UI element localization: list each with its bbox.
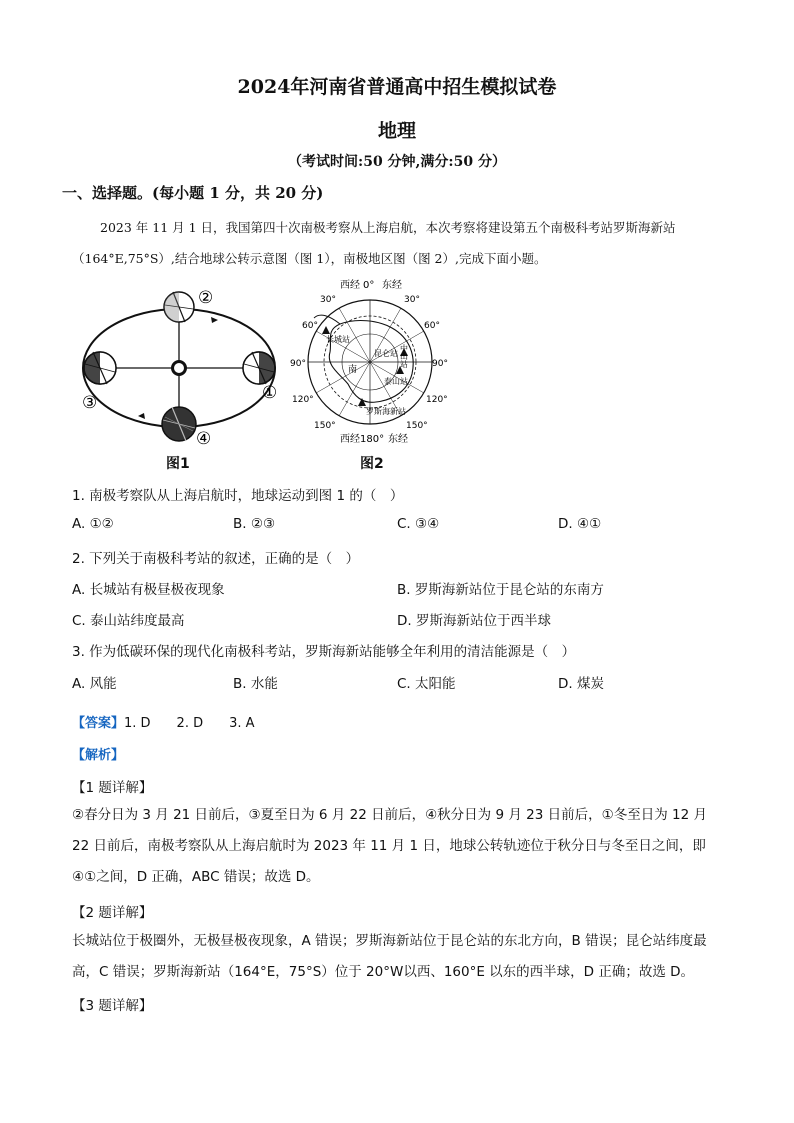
svg-text:30°: 30° (320, 295, 336, 305)
top-east-label: 东经 (382, 280, 402, 291)
svg-text:150°: 150° (406, 421, 428, 431)
top-west-label: 西经 (340, 280, 360, 291)
marker-4: ④ (196, 429, 212, 449)
svg-text:60°: 60° (424, 321, 440, 331)
question-2-stem: 2. 下列关于南极科考站的叙述，正确的是（ ） (72, 551, 360, 567)
q3-option-d[interactable]: D. 煤炭 (558, 676, 604, 692)
q2-option-c[interactable]: C. 泰山站纬度最高 (72, 613, 185, 629)
analysis-tag: 【解析】 (72, 748, 125, 763)
earth-position-3-icon (84, 352, 116, 384)
svg-text:120°: 120° (292, 395, 314, 405)
answer-text: 1. D 2. D 3. A (124, 716, 255, 731)
station-changcheng: 长城站 (326, 335, 350, 344)
section-heading: 一、选择题。(每小题 1 分，共 20 分) (62, 184, 324, 202)
subject-title: 地理 (377, 120, 416, 142)
question-1-stem: 1. 南极考察队从上海启航时，地球运动到图 1 的（ ） (72, 488, 404, 504)
marker-2: ② (198, 288, 214, 308)
exam-info: （考试时间:50 分钟,满分:50 分） (288, 154, 506, 170)
analysis-heading-2: 【2 题详解】 (72, 905, 153, 921)
svg-text:90°: 90° (290, 359, 306, 369)
figure2-label: 图2 (360, 456, 384, 472)
sun-icon (173, 362, 186, 375)
q1-option-d[interactable]: D. ④① (558, 516, 602, 532)
q3-option-b[interactable]: B. 水能 (233, 676, 278, 692)
earth-position-1-icon (243, 352, 275, 384)
exam-title: 2024年河南省普通高中招生模拟试卷 (237, 76, 557, 98)
top-zero-label: 0° (363, 280, 375, 291)
marker-3: ③ (82, 393, 98, 413)
analysis-body-1: ②春分日为 3 月 21 日前后，③夏至日为 6 月 22 日前后，④秋分日为 9 月 23 日前后，①冬至日为 12 月 22 日前后，南极考察队从上海启航时为 2023 年 11 月 1 日，地球公转轨迹位于秋分日与冬至日之间，即④①之间，D 正确，ABC 错误；故选 D。 (72, 807, 707, 885)
figure2-antarctica-map (290, 276, 450, 448)
q1-option-b[interactable]: B. ②③ (233, 516, 276, 532)
answer-line (72, 712, 255, 731)
svg-text:120°: 120° (426, 395, 448, 405)
station-rosshai: 罗斯海新站 (366, 407, 406, 416)
answer-tag: 【答案】 (72, 716, 125, 731)
q2-option-a[interactable]: A. 长城站有极昼极夜现象 (72, 582, 225, 598)
figure1-orbit-diagram (78, 285, 298, 455)
q3-option-c[interactable]: C. 太阳能 (397, 676, 456, 692)
q3-option-a[interactable]: A. 风能 (72, 676, 117, 692)
q1-option-a[interactable]: A. ①② (72, 516, 114, 532)
question-3-stem: 3. 作为低碳环保的现代化南极科考站，罗斯海新站能够全年利用的清洁能源是（ ） (72, 644, 576, 660)
bottom-east-label: 东经 (388, 434, 408, 445)
bottom-west-label: 西经 (340, 434, 360, 445)
ocean-label: 南 (348, 365, 358, 375)
svg-text:30°: 30° (404, 295, 420, 305)
earth-position-2-icon (164, 292, 194, 322)
analysis-heading-3: 【3 题详解】 (72, 998, 153, 1014)
analysis-body-2: 长城站位于极圈外，无极昼极夜现象，A 错误；罗斯海新站位于昆仑站的东北方向，B 错误；昆仑站纬度最高，C 错误；罗斯海新站（164°E，75°S）位于 20°W以西、160°E 以东的西半球，D 正确；故选 D。 (72, 933, 707, 980)
marker-1: ① (262, 383, 278, 403)
q2-option-d[interactable]: D. 罗斯海新站位于西半球 (397, 613, 551, 629)
q1-option-c[interactable]: C. ③④ (397, 516, 440, 532)
figure1-label: 图1 (166, 456, 190, 472)
svg-text:90°: 90° (432, 359, 448, 369)
station-taishan: 泰山站 (384, 377, 408, 386)
analysis-heading-1: 【1 题详解】 (72, 780, 153, 796)
station-zhongshan: 中山站 (399, 344, 409, 368)
station-kunlun: 昆仑站 (374, 349, 398, 358)
bottom-180-label: 180° (360, 434, 385, 445)
earth-position-4-icon (162, 407, 196, 441)
svg-text:60°: 60° (302, 321, 318, 331)
q2-option-b[interactable]: B. 罗斯海新站位于昆仑站的东南方 (397, 582, 604, 598)
question-intro: 2023 年 11 月 1 日，我国第四十次南极考察从上海启航，本次考察将建设第五个南极科考站罗斯海新站（164°E,75°S）,结合地球公转示意图（图 1），南极地区图（图 2）,完成下面小题。 (72, 220, 676, 266)
svg-text:150°: 150° (314, 421, 336, 431)
